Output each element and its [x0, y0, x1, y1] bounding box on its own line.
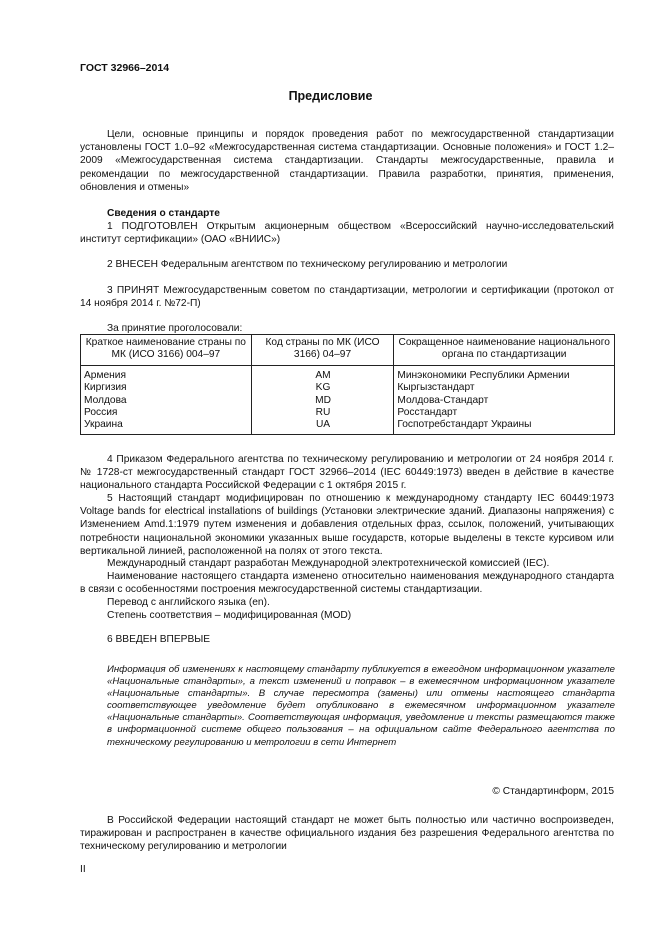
- body-cell: Росстандарт: [394, 407, 615, 419]
- body-cell: Госпотребстандарт Украины: [394, 419, 615, 434]
- code-cell: UA: [251, 419, 394, 434]
- translation-text: Перевод с английского языка (en).: [107, 597, 270, 608]
- copyright: © Стандартинформ, 2015: [492, 786, 614, 797]
- country-cell: Киргизия: [81, 382, 252, 394]
- page-title: Предисловие: [288, 89, 373, 103]
- intl-developed-text: Международный стандарт разработан Международной электротехнической комиссией (IEC).: [107, 558, 550, 569]
- country-cell: Молдова: [81, 395, 252, 407]
- intro-paragraph: Цели, основные принципы и порядок проведения работ по межгосударственной стандартизации установлены ГОСТ 1.0–92 «Межгосударственная система стандартизации. Основные положения» и ГОСТ 1.2–2009 «Межгосударственная система стандартизации. Стандарты межгосударственные, правила и рекомендации по межгосударственной стандартизации. Правила разработки, принятия, применения, обновления и отмены»: [80, 129, 614, 193]
- item-introduced: 2 ВНЕСЕН Федеральным агентством по техническому регулированию и метрологии: [107, 259, 508, 270]
- item-adopted: 3 ПРИНЯТ Межгосударственным советом по стандартизации, метрологии и сертификации (протокол от 14 ноября 2014 г. №72-П): [80, 285, 614, 310]
- voted-label: За принятие проголосовали:: [107, 323, 243, 334]
- conformity-text: Степень соответствия – модифицированная (MOD): [107, 610, 352, 621]
- body-cell: Молдова-Стандарт: [394, 395, 615, 407]
- code-cell: RU: [251, 407, 394, 419]
- table-row: [81, 365, 615, 382]
- page-number: II: [80, 864, 86, 875]
- item-first-introduced: 6 ВВЕДЕН ВПЕРВЫЕ: [107, 634, 211, 645]
- standard-info-heading: Сведения о стандарте: [107, 208, 220, 219]
- name-changed-text: Наименование настоящего стандарта изменено относительно наименования международного стандарта в связи с особенностями построения межгосударственной системы стандартизации.: [80, 571, 614, 596]
- body-cell: Минэкономики Республики Армении: [394, 365, 615, 382]
- table-row: [81, 382, 615, 394]
- changes-info-notice: Информация об изменениях к настоящему стандарту публикуется в ежегодном информационном указателе «Национальные стандарты», а текст изменений и поправок – в ежемесячном информационном указателе «Национальные стандарты». В случае пересмотра (замены) или отмены настоящего стандарта соответствующее уведомление будет опубликовано в ежемесячном информационном указателе «Национальные стандарты». Соответствующая информация, уведомление и тексты размещаются также в информационной системе общего пользования – на официальном сайте Федерального агентства по техническому регулированию и метрологии в сети Интернет: [107, 664, 615, 748]
- code-cell: KG: [251, 382, 394, 394]
- vote-table-header: [81, 335, 615, 366]
- item-order: 4 Приказом Федерального агентства по техническому регулированию и метрологии от 24 ноября 2014 г. № 1728-ст межгосударственный стандарт ГОСТ 32966–2014 (IEC 60449:1973) введен в действие в качестве национального стандарта Российской Федерации с 1 октября 2015 г.: [80, 454, 614, 492]
- item-prepared: 1 ПОДГОТОВЛЕН Открытым акционерным обществом «Всероссийский научно-исследовательский институт сертификации» (ОАО «ВНИИС»): [80, 221, 614, 246]
- item-modified: 5 Настоящий стандарт модифицирован по отношению к международному стандарту IEC 60449:1973 Voltage bands for electrical installations of buildings (Установки электрические зданий. Диапазоны напряжения) с Изменением Amd.1:1979 путем изменения и добавления отдельных фраз, ссылок, положений, учитывающих потребности национальной экономики указанных выше государств, которые выделены в тексте курсивом или вертикальной линией, расположенной на полях от этого текста.: [80, 493, 614, 557]
- code-cell: MD: [251, 395, 394, 407]
- header-national-body: Сокращенное наименование национального органа по стандартизации: [394, 335, 615, 366]
- code-cell: AM: [251, 365, 394, 382]
- country-cell: Украина: [81, 419, 252, 434]
- table-row: [81, 395, 615, 407]
- standard-code: ГОСТ 32966–2014: [80, 62, 170, 74]
- country-cell: Россия: [81, 407, 252, 419]
- header-code: Код страны по МК (ИСО 3166) 04–97: [251, 335, 394, 366]
- body-cell: Кыргызстандарт: [394, 382, 615, 394]
- vote-table: [80, 334, 615, 435]
- country-cell: Армения: [81, 365, 252, 382]
- table-row: [81, 419, 615, 434]
- header-country: Краткое наименование страны по МК (ИСО 3166) 004–97: [81, 335, 252, 366]
- reproduction-notice: В Российской Федерации настоящий стандарт не может быть полностью или частично воспроизведен, тиражирован и распространен в качестве официального издания без разрешения Федерального агентства по техническому регулированию и метрологии: [80, 815, 614, 853]
- table-row: [81, 407, 615, 419]
